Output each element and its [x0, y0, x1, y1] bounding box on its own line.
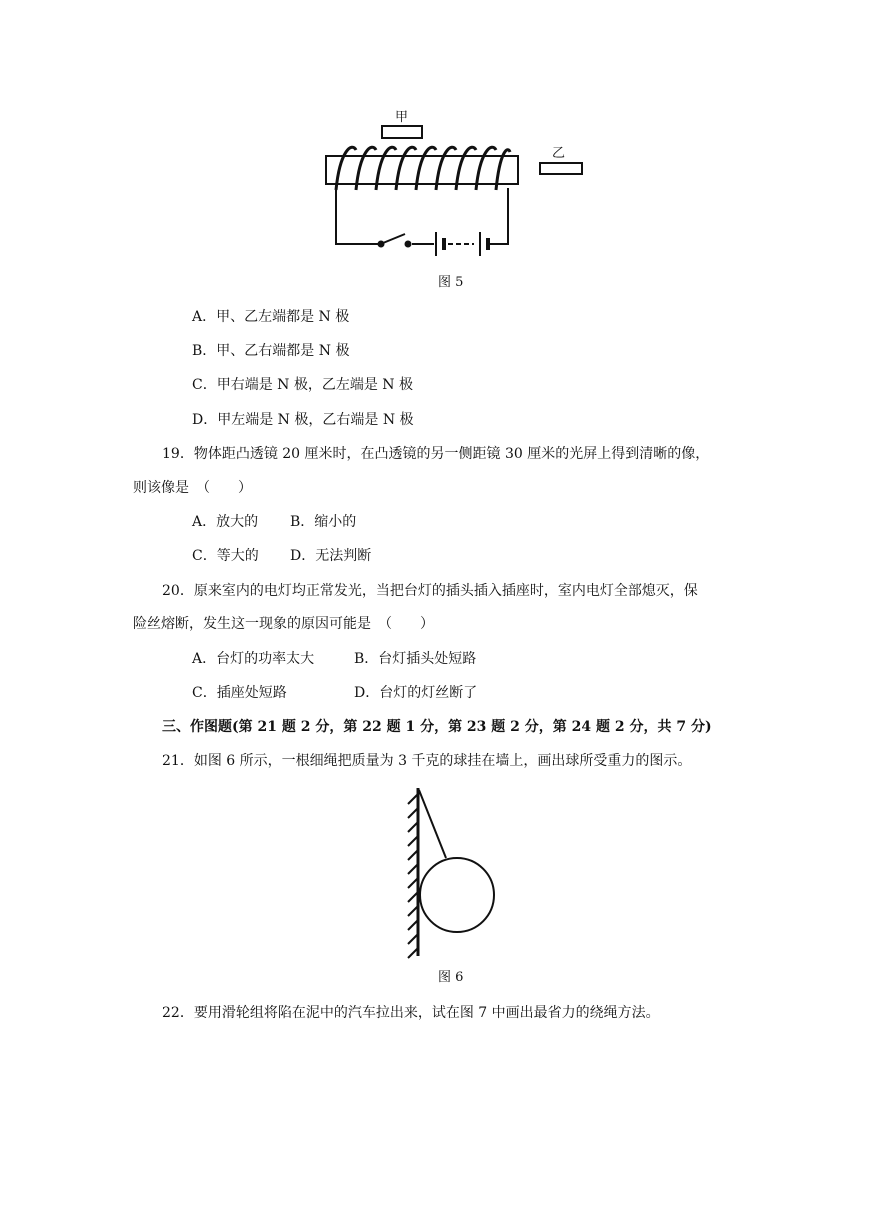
q19-option-a: A．放大的	[192, 514, 259, 530]
ball-on-wall-diagram	[0, 780, 869, 980]
q18-option-a: A．甲、乙左端都是 N 极	[192, 309, 350, 325]
figure-6-caption: 图 6	[438, 970, 464, 985]
q21-stem: 21．如图 6 所示，一根细绳把质量为 3 千克的球挂在墙上，画出球所受重力的图示。	[162, 753, 692, 769]
q19-option-c: C．等大的	[192, 548, 259, 564]
magnet-yi	[540, 163, 582, 174]
magnet-jia	[382, 126, 422, 138]
q22-stem: 22．要用滑轮组将陷在泥中的汽车拉出来，试在图 7 中画出最省力的绕绳方法。	[162, 1005, 660, 1021]
battery	[436, 232, 488, 256]
q18-option-c: C．甲右端是 N 极，乙左端是 N 极	[192, 377, 414, 393]
q19-stem-line1: 19．物体距凸透镜 20 厘米时，在凸透镜的另一侧距镜 30 厘米的光屏上得到清晰的像，	[162, 446, 710, 462]
circuit-wires	[336, 188, 508, 244]
q20-stem-line1: 20．原来室内的电灯均正常发光，当把台灯的插头插入插座时，室内电灯全部熄灭，保	[162, 583, 698, 599]
solenoid-circuit-diagram	[0, 0, 869, 280]
q20-option-a: A．台灯的功率太大	[192, 651, 315, 667]
q19-option-b: B．缩小的	[290, 514, 357, 530]
q20-option-c: C．插座处短路	[192, 685, 287, 701]
section-3-heading: 三、作图题(第 21 题 2 分，第 22 题 1 分，第 23 题 2 分，第 24 题 2 分，共 7 分)	[162, 719, 712, 735]
label-yi: 乙	[552, 146, 566, 161]
figure-5-caption: 图 5	[438, 275, 464, 290]
label-jia: 甲	[395, 110, 409, 125]
ball	[420, 858, 494, 932]
q19-stem-line2: 则该像是 （ ）	[133, 480, 252, 496]
q20-option-b: B．台灯插头处短路	[354, 651, 477, 667]
q20-option-d: D．台灯的灯丝断了	[354, 685, 478, 701]
q18-option-d: D．甲左端是 N 极，乙右端是 N 极	[192, 412, 414, 428]
rope	[419, 790, 446, 858]
q20-stem-line2: 险丝熔断，发生这一现象的原因可能是 （ ）	[133, 616, 434, 632]
q19-option-d: D．无法判断	[290, 548, 372, 564]
switch	[379, 234, 411, 247]
q18-option-b: B．甲、乙右端都是 N 极	[192, 343, 350, 359]
